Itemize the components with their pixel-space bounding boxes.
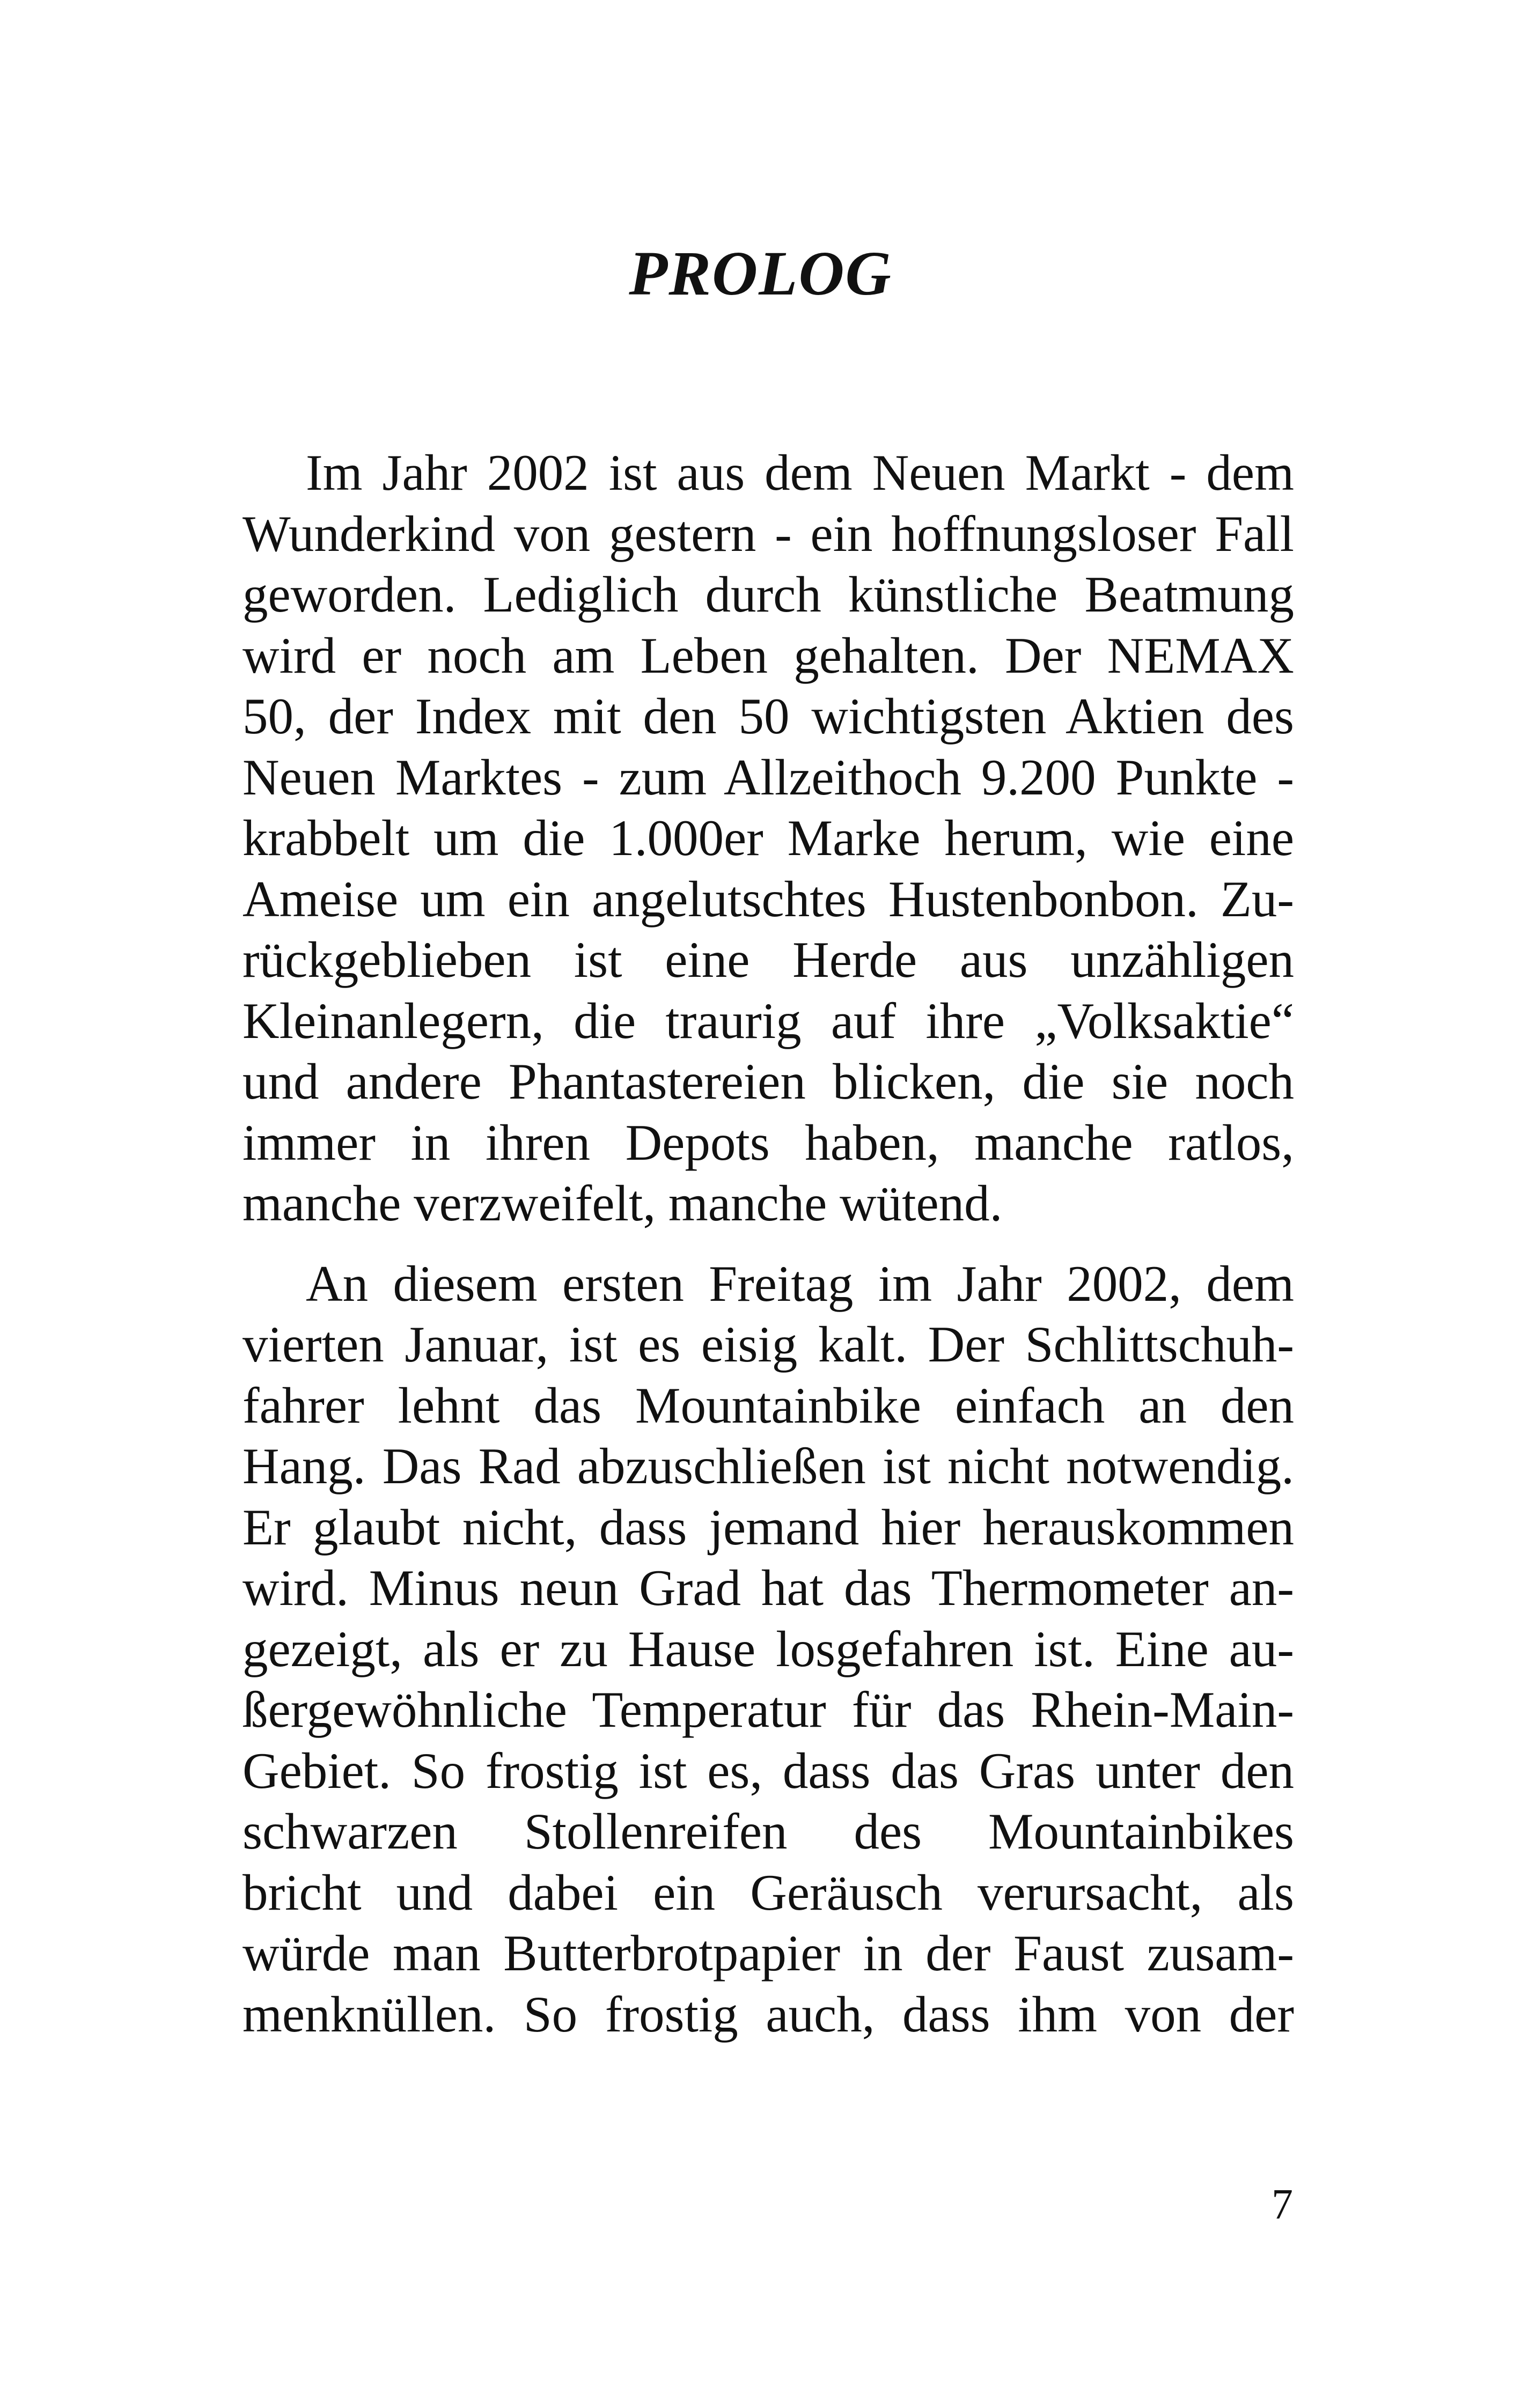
text-line: Kleinanlegern, die traurig auf ihre „Volksaktie“ bbox=[243, 992, 1294, 1049]
text-line: An diesem ersten Freitag im Jahr 2002, dem bbox=[306, 1255, 1294, 1312]
text-line: vierten Januar, ist es eisig kalt. Der Schlittschuh- bbox=[243, 1316, 1294, 1373]
paragraph-1 bbox=[243, 443, 1294, 1234]
text-line: Hang. Das Rad abzuschließen ist nicht notwendig. bbox=[243, 1438, 1294, 1494]
text-line: Wunderkind von gestern - ein hoffnungsloser Fall bbox=[243, 505, 1294, 562]
text-line: fahrer lehnt das Mountainbike einfach an den bbox=[243, 1376, 1294, 1434]
text-line: geworden. Lediglich durch künstliche Beatmung bbox=[243, 566, 1294, 623]
text-line: manche verzweifelt, manche wütend. bbox=[243, 1175, 1003, 1232]
text-line: wird. Minus neun Grad hat das Thermometer an- bbox=[243, 1559, 1294, 1616]
text-line: Gebiet. So frostig ist es, dass das Gras unter den bbox=[243, 1742, 1294, 1799]
text-line: Neuen Marktes - zum Allzeithoch 9.200 Punkte - bbox=[243, 748, 1294, 806]
text-line: rückgeblieben ist eine Herde aus unzähligen bbox=[243, 931, 1294, 988]
text-line: Im Jahr 2002 ist aus dem Neuen Markt - dem bbox=[306, 444, 1294, 501]
chapter-title: PROLOG bbox=[629, 238, 892, 308]
text-line: krabbelt um die 1.000er Marke herum, wie eine bbox=[243, 809, 1294, 866]
text-line: schwarzen Stollenreifen des Mountainbikes bbox=[243, 1803, 1294, 1860]
text-line: wird er noch am Leben gehalten. Der NEMAX bbox=[243, 627, 1294, 684]
text-line: bricht und dabei ein Geräusch verursacht, als bbox=[243, 1864, 1294, 1921]
text-line: menknüllen. So frostig auch, dass ihm von der bbox=[243, 1985, 1294, 2043]
text-line: immer in ihren Depots haben, manche ratlos, bbox=[243, 1114, 1294, 1171]
text-line: würde man Butterbrotpapier in der Faust zusam- bbox=[243, 1925, 1294, 1982]
paragraph-2 bbox=[243, 1254, 1294, 2045]
text-line: gezeigt, als er zu Hause losgefahren ist. Eine au- bbox=[243, 1620, 1294, 1677]
text-line: und andere Phantastereien blicken, die sie noch bbox=[243, 1053, 1294, 1110]
text-line: ßergewöhnliche Temperatur für das Rhein-Main- bbox=[243, 1681, 1294, 1738]
text-line: 50, der Index mit den 50 wichtigsten Aktien des bbox=[243, 688, 1294, 745]
text-line: Er glaubt nicht, dass jemand hier herauskommen bbox=[243, 1498, 1294, 1556]
page-number: 7 bbox=[1272, 2181, 1293, 2228]
body-text bbox=[243, 443, 1294, 2045]
text-line: Ameise um ein angelutschtes Hustenbonbon. Zu- bbox=[243, 870, 1294, 927]
